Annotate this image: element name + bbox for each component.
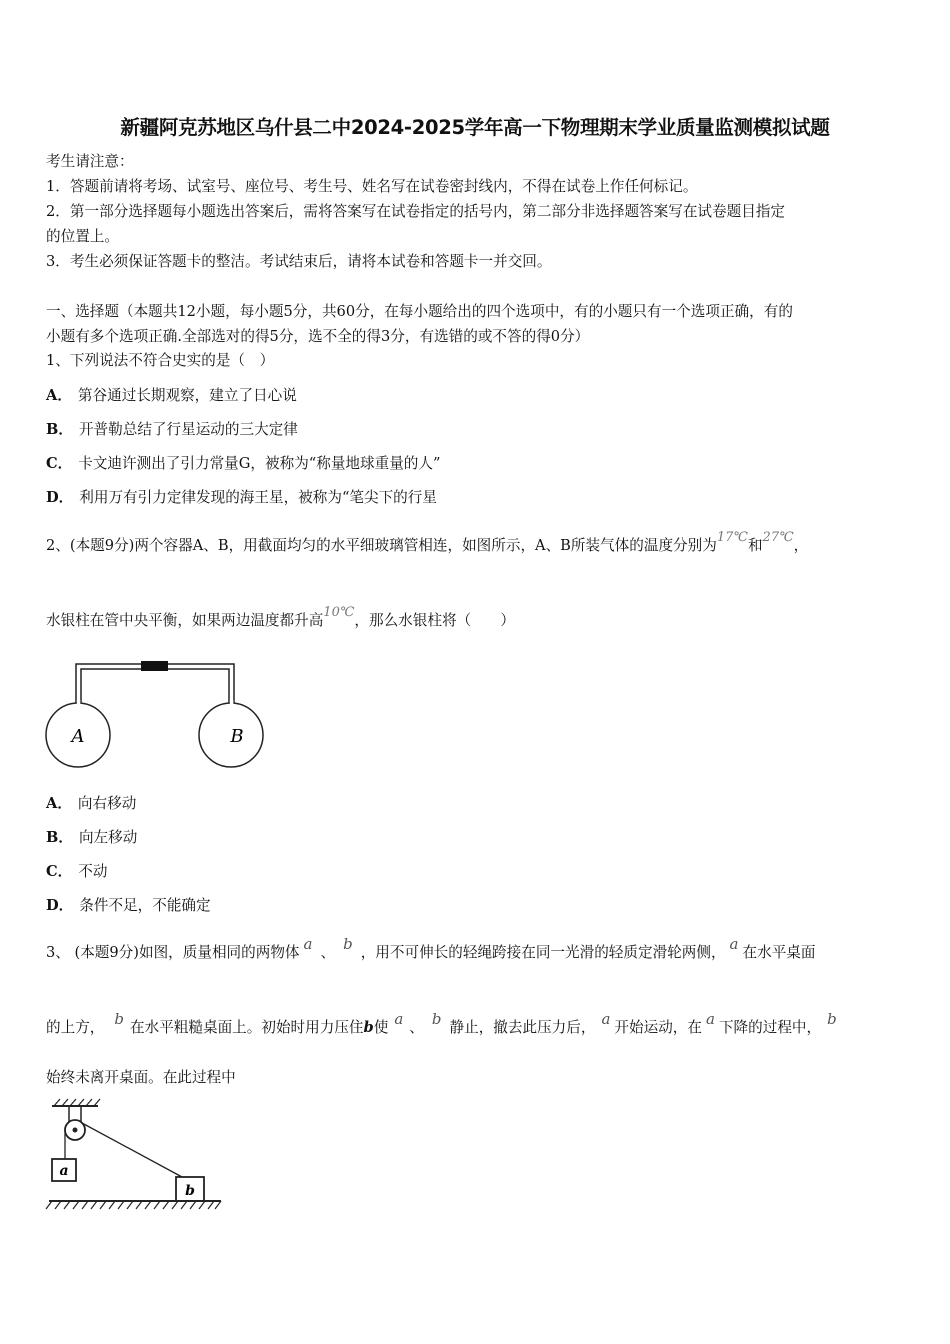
temp-b: 27℃ xyxy=(762,530,794,545)
temp-a: 17℃ xyxy=(716,530,748,545)
option-text: 向右移动 xyxy=(77,795,137,812)
label-b: b xyxy=(185,1183,195,1199)
mercury-column xyxy=(141,661,168,671)
q1-option-b xyxy=(46,420,298,440)
q3-sep: 、 xyxy=(409,1019,424,1036)
q2-option-c xyxy=(46,862,107,882)
q3-stem-text: 在水平桌面 xyxy=(742,944,816,961)
option-letter: B． xyxy=(46,829,73,846)
var-a: a xyxy=(394,1010,404,1028)
question-3-stem xyxy=(46,935,816,963)
option-letter: C． xyxy=(46,455,73,472)
q1-option-c xyxy=(46,454,440,474)
option-letter: D． xyxy=(46,897,74,914)
var-b: b xyxy=(114,1010,124,1028)
pulley-figure xyxy=(44,1096,226,1216)
q3-stem-text: 的上方， xyxy=(46,1019,105,1036)
section-heading-cont: 小题有多个选项正确.全部选对的得5分，选不全的得3分，有选错的或不答的得0分） xyxy=(46,328,590,345)
option-letter: D． xyxy=(46,489,74,506)
notice-item: 1．答题前请将考场、试室号、座位号、考生号、姓名写在试卷密封线内，不得在试卷上作任何标记。 xyxy=(46,178,698,195)
var-a: a xyxy=(729,935,739,953)
option-text: 不动 xyxy=(78,863,108,880)
label-b: B xyxy=(230,726,244,747)
option-letter: A． xyxy=(46,795,72,812)
option-text: 利用万有引力定律发现的海王星，被称为“笔尖下的行星 xyxy=(79,489,437,506)
question-3-stem-end: 始终未离开桌面。在此过程中 xyxy=(46,1069,236,1086)
question-2-stem xyxy=(46,530,809,557)
option-text: 条件不足，不能确定 xyxy=(79,897,211,914)
var-b: b xyxy=(343,935,353,953)
var-a: a xyxy=(706,1010,715,1028)
q2-stem-text: 2、(本题9分)两个容器A、B，用截面均匀的水平细玻璃管相连，如图所示，A、B所装气体的温度分别为 xyxy=(46,537,717,554)
two-containers-figure xyxy=(44,656,268,774)
question-3-stem-cont xyxy=(46,1010,837,1038)
q2-option-a xyxy=(46,794,136,814)
var-b: b xyxy=(827,1010,837,1028)
q2-stem-text: 水银柱在管中央平衡，如果两边温度都升高 xyxy=(46,612,324,629)
page-title: 新疆阿克苏地区乌什县二中2024-2025学年高一下物理期末学业质量监测模拟试题 xyxy=(120,116,830,139)
option-text: 第谷通过长期观察，建立了日心说 xyxy=(77,387,297,404)
notice-item: 2．第一部分选择题每小题选出答案后，需将答案写在试卷指定的括号内，第二部分非选择题答案写在试卷题目指定 xyxy=(46,203,785,220)
option-letter: A． xyxy=(46,387,72,404)
q3-stem-text: 在水平粗糙桌面上。初始时用力压住 xyxy=(130,1019,364,1036)
option-letter: C． xyxy=(46,863,73,880)
q3-stem-text: 3、 (本题9分)如图，质量相同的两物体 xyxy=(46,944,300,961)
option-text: 开普勒总结了行星运动的三大定律 xyxy=(78,421,298,438)
notice-item: 的位置上。 xyxy=(46,228,119,245)
q3-stem-text: 静止，撤去此压力后， xyxy=(449,1019,596,1036)
q2-option-d xyxy=(46,896,211,916)
notice-heading: 考生请注意： xyxy=(46,153,134,170)
q2-option-b xyxy=(46,828,137,848)
label-a: a xyxy=(59,1163,69,1179)
q2-and: 和 xyxy=(747,537,763,554)
q3-sep: 、 xyxy=(320,944,336,961)
q3-stem-text: ，用不可伸长的轻绳跨接在同一光滑的轻质定滑轮两侧， xyxy=(360,944,726,961)
question-2-stem-cont xyxy=(46,605,515,632)
q2-comma: ， xyxy=(793,537,809,554)
label-a: A xyxy=(71,726,85,747)
q1-option-a xyxy=(46,386,297,406)
q3-stem-text: 下降的过程中， xyxy=(718,1019,822,1036)
var-a: a xyxy=(303,935,313,953)
var-b: b xyxy=(431,1010,442,1028)
option-text: 向左移动 xyxy=(78,829,138,846)
q2-stem-text: ，那么水银柱将（ ） xyxy=(354,612,515,629)
option-text: 卡文迪许测出了引力常量G，被称为“称量地球重量的人” xyxy=(78,455,441,472)
q1-option-d xyxy=(46,488,437,508)
section-heading: 一、选择题（本题共12小题，每小题5分，共60分，在每小题给出的四个选项中，有的小题只有一个选项正确，有的 xyxy=(46,303,793,320)
question-1-stem: 1、下列说法不符合史实的是（ ） xyxy=(46,352,275,369)
temp-rise: 10℃ xyxy=(323,605,355,620)
var-a: a xyxy=(601,1010,611,1028)
q3-stem-text: 使 xyxy=(373,1019,389,1036)
q3-stem-text: 开始运动，在 xyxy=(614,1019,702,1036)
option-letter: B． xyxy=(46,421,73,438)
bold-b: b xyxy=(363,1019,374,1036)
notice-item: 3．考生必须保证答题卡的整洁。考试结束后，请将本试卷和答题卡一并交回。 xyxy=(46,253,552,270)
